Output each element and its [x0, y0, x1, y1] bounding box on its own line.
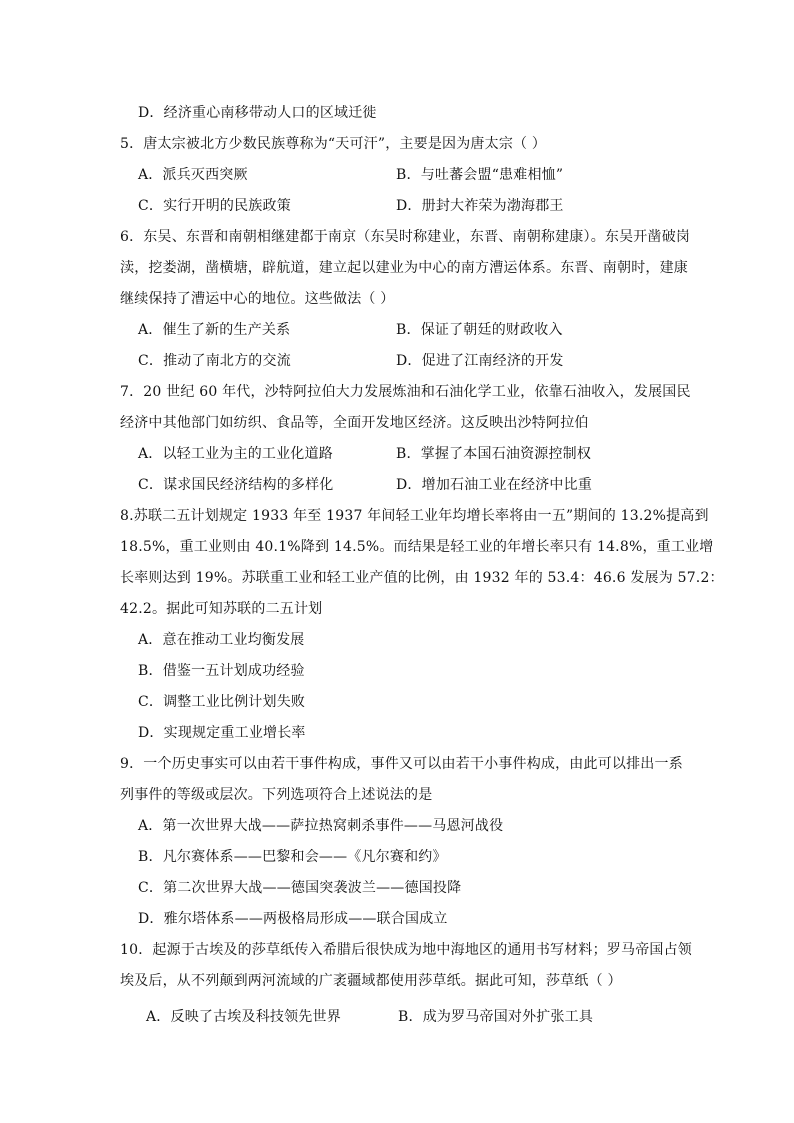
q8-stem-line-4: 42.2。据此可知苏联的二五计划 — [120, 601, 323, 617]
q10-stem-line-2: 埃及后，从不列颠到两河流域的广袤疆域都使用莎草纸。据此可知，莎草纸（ ） — [120, 973, 622, 989]
q9-option-a: A．第一次世界大战——萨拉热窝刺杀事件——马恩河战役 — [138, 818, 504, 834]
q10-stem-line-1: 10．起源于古埃及的莎草纸传入希腊后很快成为地中海地区的通用书写材料；罗马帝国占领 — [120, 942, 693, 958]
q6-option-c: C．推动了南北方的交流 — [138, 353, 291, 369]
q9-stem-line-1: 9．一个历史事实可以由若干事件构成，事件又可以由若干小事件构成，由此可以排出一系 — [120, 756, 683, 772]
q6-stem-line-3: 继续保持了漕运中心的地位。这些做法（ ） — [120, 291, 395, 307]
q8-stem-line-1: 8.苏联二五计划规定 1933 年至 1937 年间轻工业年均增长率将由一五”期间的 13.2%提高到 — [120, 508, 709, 524]
q10-option-a: A．反映了古埃及科技领先世界 — [146, 1009, 341, 1025]
q8-option-a: A．意在推动工业均衡发展 — [138, 632, 305, 648]
q8-stem-line-3: 长率则达到 19%。苏联重工业和轻工业产值的比例，由 1932 年的 53.4：46.6 发展为 57.2： — [120, 570, 724, 586]
q4-option-d: D．经济重心南移带动人口的区域迁徙 — [138, 105, 377, 121]
q6-option-b: B．保证了朝廷的财政收入 — [396, 322, 563, 338]
q5-stem: 5．唐太宗被北方少数民族尊称为“天可汗”，主要是因为唐太宗（ ） — [120, 136, 547, 152]
q7-stem-line-2: 经济中其他部门如纺织、食品等，全面开发地区经济。这反映出沙特阿拉伯 — [120, 415, 589, 431]
q7-option-b: B．掌握了本国石油资源控制权 — [396, 446, 592, 462]
q8-stem-line-2: 18.5%，重工业则由 40.1%降到 14.5%。而结果是轻工业的年增长率只有 14.8%，重工业增 — [120, 539, 714, 555]
q6-stem-line-1: 6．东吴、东晋和南朝相继建都于南京（东吴时称建业，东晋、南朝称建康）。东吴开凿破岗 — [120, 229, 691, 245]
q7-option-a: A．以轻工业为主的工业化道路 — [138, 446, 333, 462]
q8-option-c: C．调整工业比例计划失败 — [138, 694, 306, 710]
q6-option-a: A．催生了新的生产关系 — [138, 322, 291, 338]
q5-option-d: D．册封大祚荣为渤海郡王 — [396, 198, 564, 214]
q10-option-b: B．成为罗马帝国对外扩张工具 — [398, 1009, 594, 1025]
q8-option-b: B．借鉴一五计划成功经验 — [138, 663, 305, 679]
q5-option-a: A．派兵灭西突厥 — [138, 167, 248, 183]
q9-option-b: B．凡尔赛体系——巴黎和会——《凡尔赛和约》 — [138, 849, 447, 865]
q9-stem-line-2: 列事件的等级或层次。下列选项符合上述说法的是 — [120, 787, 433, 803]
q7-option-d: D．增加石油工业在经济中比重 — [396, 477, 593, 493]
q9-option-d: D．雅尔塔体系——两极格局形成——联合国成立 — [138, 911, 448, 927]
q7-option-c: C．谋求国民经济结构的多样化 — [138, 477, 334, 493]
q5-option-c: C．实行开明的民族政策 — [138, 198, 291, 214]
q5-option-b: B．与吐蕃会盟“患难相恤” — [396, 167, 564, 183]
q7-stem-line-1: 7．20 世纪 60 年代，沙特阿拉伯大力发展炼油和石油化学工业，依靠石油收入，发展国民 — [120, 384, 691, 400]
q8-option-d: D．实现规定重工业增长率 — [138, 725, 306, 741]
q6-stem-line-2: 渎，挖娄湖，凿横塘，辟航道，建立起以建业为中心的南方漕运体系。东晋、南朝时，建康 — [120, 260, 688, 276]
q9-option-c: C．第二次世界大战——德国突袭波兰——德国投降 — [138, 880, 462, 896]
q6-option-d: D．促进了江南经济的开发 — [396, 353, 564, 369]
